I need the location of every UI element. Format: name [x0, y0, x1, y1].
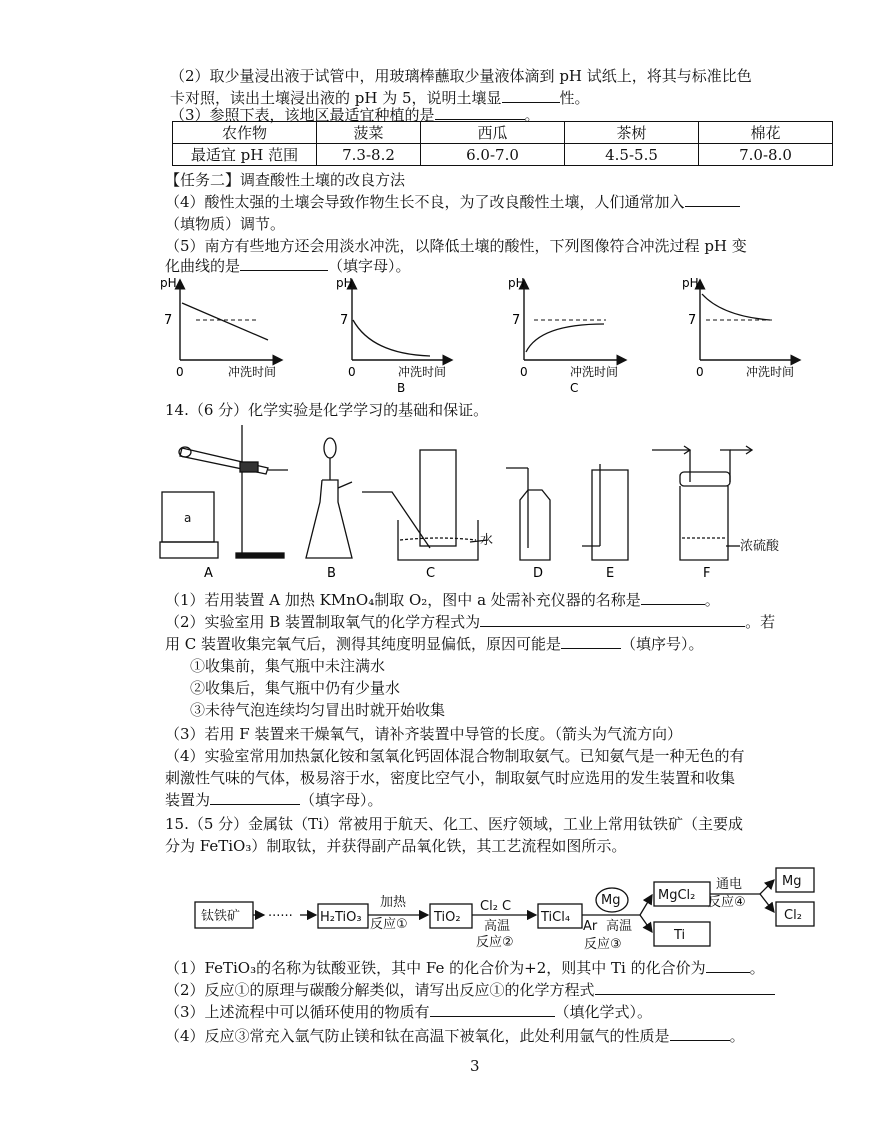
graph-a-origin: 0 — [176, 365, 184, 379]
table-cell: 菠菜 — [317, 122, 421, 144]
flow-mg-out: Mg — [782, 874, 802, 889]
q15-p4 — [165, 1026, 745, 1046]
flow-r1: 反应① — [370, 917, 408, 932]
flow-cl2-out: Cl₂ — [784, 908, 802, 923]
flow-tio2: TiO₂ — [434, 910, 461, 925]
task-two-heading: 【任务二】调查酸性土壤的改良方法 — [165, 171, 406, 189]
answer-blank[interactable] — [502, 88, 560, 103]
q13-p5-text: 化曲线的是 — [165, 257, 241, 275]
answer-blank[interactable] — [595, 980, 775, 995]
flow-heat: 加热 — [380, 895, 407, 910]
graph-c-origin: 0 — [520, 365, 528, 379]
flow-h2tio3: H₂TiO₃ — [320, 910, 362, 925]
apparatus-figure — [0, 420, 895, 580]
apparatus-f — [652, 446, 780, 560]
q15-title-line2: 分为 FeTiO₃）制取钛，并获得副产品氧化铁，其工艺流程如图所示。 — [165, 837, 627, 855]
crop-ph-table — [172, 121, 833, 166]
q13-p2-line1: （2）取少量浸出液于试管中，用玻璃棒蘸取少量液体滴到 pH 试纸上，将其与标准比色 — [170, 67, 752, 85]
graph-c — [508, 276, 622, 395]
q15-p4-tail: 。 — [729, 1027, 745, 1045]
q15-p1-tail: 。 — [749, 959, 765, 977]
q14-p2-text: （2）实验室用 B 装置制取氧气的化学方程式为 — [165, 613, 481, 631]
q14-p2-line1 — [165, 612, 775, 632]
q13-p5-line1: （5）南方有些地方还会用淡水冲洗，以降低土壤的酸性，下列图像符合冲洗过程 pH 变 — [165, 237, 747, 255]
q14-p1-text: （1）若用装置 A 加热 KMnO₄制取 O₂，图中 a 处需补充仪器的名称是 — [165, 591, 641, 609]
flow-high-temp-3: 高温 — [606, 919, 633, 934]
q14-title: 14.（6 分）化学实验是化学学习的基础和保证。 — [165, 401, 489, 419]
q14-p4-line3 — [165, 790, 383, 810]
table-cell: 农作物 — [173, 122, 317, 144]
apparatus-label: A — [204, 566, 213, 581]
q14-p2-tail: 。若 — [745, 613, 776, 631]
q15-p3-tail: （填化学式）。 — [554, 1003, 653, 1021]
flow-ore: 钛铁矿 — [201, 909, 241, 924]
q14-p4-line1: （4）实验室常用加热氯化铵和氢氧化钙固体混合物制取氨气。已知氨气是一种无色的有 — [165, 747, 745, 765]
graph-b-y-label: pH — [336, 276, 353, 290]
graph-a-seven: 7 — [164, 313, 173, 328]
answer-blank[interactable] — [670, 1026, 730, 1041]
answer-blank[interactable] — [685, 192, 740, 207]
table-cell: 茶树 — [565, 122, 699, 144]
flow-high-temp-2: 高温 — [484, 919, 511, 934]
q13-p3-tail: 。 — [524, 106, 540, 124]
flow-dots: ······ — [268, 909, 293, 924]
answer-blank[interactable] — [240, 256, 328, 271]
answer-blank[interactable] — [435, 105, 525, 120]
table-cell: 西瓜 — [421, 122, 565, 144]
answer-blank[interactable] — [480, 612, 745, 627]
q13-p2-text: 卡对照，读出土壤浸出液的 pH 为 5，说明土壤显 — [170, 89, 502, 107]
graph-a — [160, 276, 278, 379]
table-cell: 7.3-8.2 — [317, 144, 421, 166]
graph-c-seven: 7 — [512, 313, 521, 328]
q14-p3: （3）若用 F 装置来干燥氧气，请补齐装置中导管的长度。（箭头为气流方向） — [165, 725, 682, 743]
answer-blank[interactable] — [430, 1002, 555, 1017]
flow-mg-in: Mg — [601, 893, 621, 908]
graph-c-letter: C — [570, 381, 579, 395]
flow-r4: 反应④ — [708, 895, 746, 910]
q14-p2-line2 — [165, 634, 704, 654]
answer-blank[interactable] — [210, 790, 300, 805]
table-cell: 7.0-8.0 — [699, 144, 833, 166]
graph-b — [336, 276, 448, 395]
q13-p4-line1 — [165, 192, 740, 212]
q13-p2-tail: 性。 — [559, 89, 590, 107]
graph-b-origin: 0 — [348, 365, 356, 379]
table-row — [173, 144, 833, 166]
q15-p1-text: （1）FeTiO₃的名称为钛酸亚铁，其中 Fe 的化合价为+2，则其中 Ti 的化合价为 — [165, 959, 706, 977]
answer-blank[interactable] — [561, 634, 621, 649]
q15-p2-text: （2）反应①的原理与碳酸分解类似，请写出反应①的化学方程式 — [165, 981, 595, 999]
flow-ticl4: TiCl₄ — [541, 910, 571, 925]
q13-p4-text: （4）酸性太强的土壤会导致作物生长不良，为了改良酸性土壤，人们通常加入 — [165, 193, 685, 211]
graph-a-x-label: 冲洗时间 — [228, 365, 277, 379]
apparatus-label: C — [426, 566, 436, 581]
table-row — [173, 122, 833, 144]
apparatus-label: D — [533, 566, 544, 581]
q13-p4-line2: （填物质）调节。 — [165, 215, 286, 233]
page-number: 3 — [470, 1057, 480, 1075]
q14-option-3: ③未待气泡连续均匀冒出时就开始收集 — [190, 701, 446, 719]
q14-p2b-text: 用 C 装置收集完氧气后，测得其纯度明显偏低，原因可能是 — [165, 635, 562, 653]
q14-p2b-tail: （填序号）。 — [621, 635, 704, 653]
q15-p3-text: （3）上述流程中可以循环使用的物质有 — [165, 1003, 430, 1021]
flow-cl2c: Cl₂ C — [480, 899, 512, 914]
q15-p4-text: （4）反应③常充入氩气防止镁和钛在高温下被氧化，此处利用氩气的性质是 — [165, 1027, 670, 1045]
apparatus-d — [506, 468, 550, 560]
apparatus-a — [160, 425, 288, 558]
q14-p4-text: 装置为 — [165, 791, 211, 809]
graph-a-y-label: pH — [160, 276, 177, 290]
label-a: a — [184, 511, 192, 525]
q15-p3 — [165, 1002, 652, 1022]
table-cell: 4.5-5.5 — [565, 144, 699, 166]
table-cell: 最适宜 pH 范围 — [173, 144, 317, 166]
graph-d-x-label: 冲洗时间 — [746, 365, 795, 379]
table-cell: 6.0-7.0 — [421, 144, 565, 166]
process-flowchart — [0, 860, 895, 960]
q14-option-2: ②收集后，集气瓶中仍有少量水 — [190, 679, 401, 697]
graph-d — [682, 276, 796, 379]
flow-ti: Ti — [674, 928, 686, 943]
flow-r3: 反应③ — [584, 937, 622, 952]
q14-p1 — [165, 590, 720, 610]
apparatus-label: E — [606, 566, 615, 581]
apparatus-e — [582, 464, 628, 560]
graph-c-x-label: 冲洗时间 — [570, 365, 619, 379]
q15-p1 — [165, 958, 765, 978]
flow-r2: 反应② — [476, 935, 514, 950]
q14-p4-line2: 刺激性气味的气体，极易溶于水，密度比空气小，制取氨气时应选用的发生装置和收集 — [165, 769, 736, 787]
q13-p3-text: （3）参照下表，该地区最适宜种植的是 — [170, 106, 435, 124]
q14-p1-tail: 。 — [704, 591, 720, 609]
q13-p5-tail: （填字母）。 — [328, 257, 411, 275]
flow-mgcl2: MgCl₂ — [658, 888, 696, 903]
graph-d-origin: 0 — [696, 365, 704, 379]
apparatus-c — [362, 450, 493, 560]
ph-graphs — [0, 272, 895, 402]
q15-title-line1: 15.（5 分）金属钛（Ti）常被用于航天、化工、医疗领域，工业上常用钛铁矿（主要成 — [165, 815, 743, 833]
graph-b-x-label: 冲洗时间 — [398, 365, 447, 379]
answer-blank[interactable] — [706, 958, 750, 973]
apparatus-label: F — [703, 566, 711, 581]
q14-p4-tail: （填字母）。 — [300, 791, 383, 809]
apparatus-b — [306, 438, 352, 558]
graph-d-y-label: pH — [682, 276, 699, 290]
flow-electric: 通电 — [716, 877, 743, 892]
graph-b-letter: B — [397, 381, 406, 395]
q15-p2 — [165, 980, 775, 1000]
label-conc-acid: 浓硫酸 — [740, 539, 780, 554]
label-water: 水 — [480, 533, 494, 548]
answer-blank[interactable] — [641, 590, 705, 605]
flow-ar: Ar — [583, 919, 598, 934]
table-cell: 棉花 — [699, 122, 833, 144]
q14-option-1: ①收集前，集气瓶中未注满水 — [190, 657, 386, 675]
apparatus-label: B — [327, 566, 336, 581]
graph-b-seven: 7 — [340, 313, 349, 328]
graph-d-seven: 7 — [688, 313, 697, 328]
graph-c-y-label: pH — [508, 276, 525, 290]
